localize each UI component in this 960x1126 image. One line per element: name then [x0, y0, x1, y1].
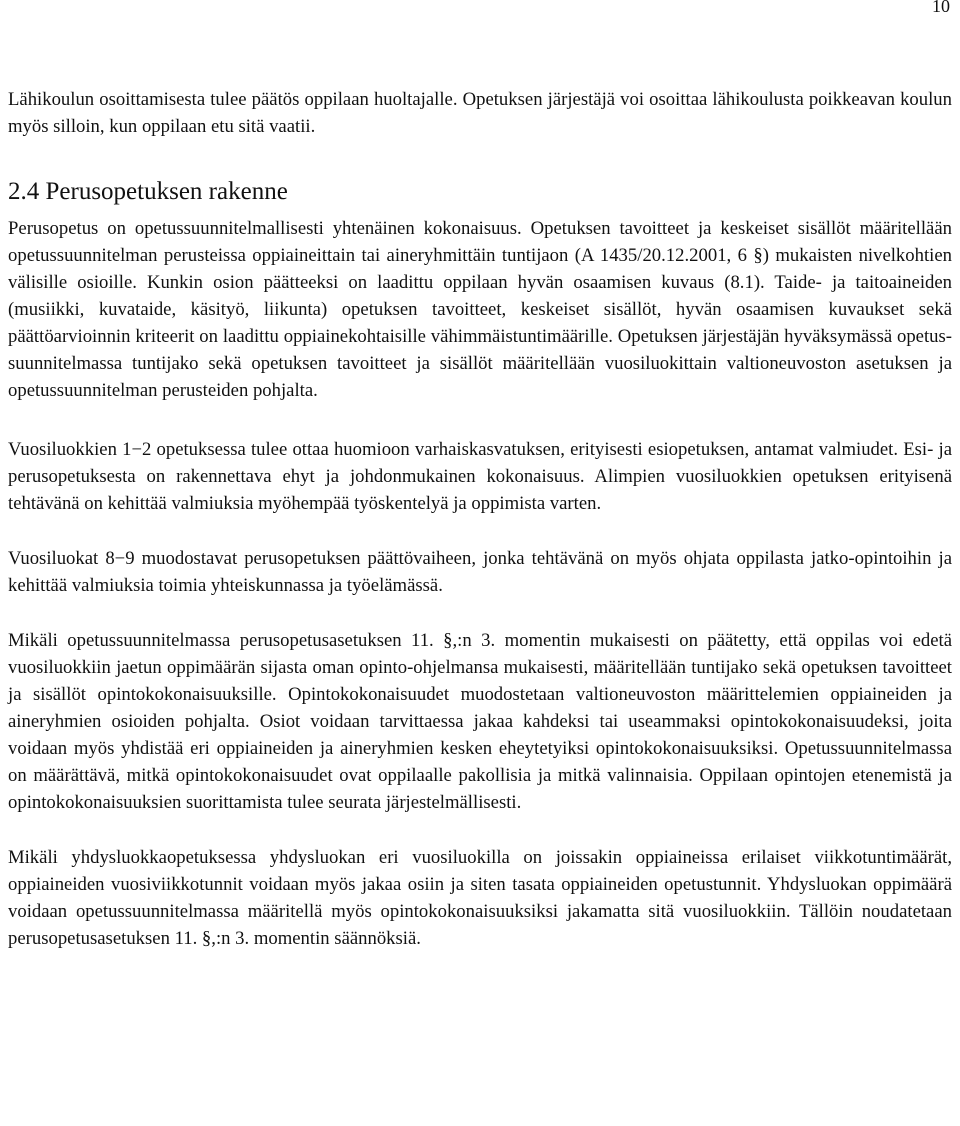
body-paragraph-combined-class: Mikäli yhdysluokkaopetuksessa yhdysluokan eri vuosiluokilla on joissakin oppiaineissa erilaiset viikkotuntimäärät, oppiaineiden vuosiviikkotunnit voidaan myös jakaa osiin ja siten tasata oppiaineiden opetustunnit. Yhdysluokan oppimäärä voidaan opetussuunnitelmassa määritellä myös opintokokonaisuuksiksi jakamatta sitä vuosiluokkiin. Tällöin noudatetaan perusopetusasetuksen 11. §,:n 3. momentin säännöksiä.: [8, 847, 952, 949]
body-paragraph-structure: Perusopetus on opetussuunnitelmallisesti yhtenäinen kokonaisuus. Opetuksen tavoitteet ja keskeiset sisällöt määritellään opetussuunnitelman perusteissa oppiaineittain tai aineryhmittäin tuntijaon (A 1435/20.12.2001, 6 §) mukaisten nivelkohtien välisille osioille. Kunkin osion päätteeksi on laadittu oppilaan hyvän osaamisen kuvaus (8.1). Taide- ja taitoaineiden (musiikki, kuvataide, käsityö, liikunta) opetuksen tavoitteet, keskeiset sisällöt, hyvän osaamisen kuvaukset sekä päättöarvioinnin kriteerit on laadittu oppiainekohtaisille vähimmäistuntimäärille. Opetuksen järjestäjän hyväksymässä opetus-suunnitelmassa tuntijako sekä opetuksen tavoitteet ja sisällöt määritellään vuosiluokittain valtioneuvoston asetuksen ja opetussuunnitelman perusteiden pohjalta.: [8, 218, 952, 401]
body-paragraph-grades-8-9: Vuosiluokat 8−9 muodostavat perusopetuksen päättövaiheen, jonka tehtävänä on myös ohjata oppilasta jatko-opintoihin ja kehittää valmiuksia toimia yhteiskunnassa ja työelämässä.: [8, 548, 952, 596]
document-body: [8, 86, 952, 952]
intro-paragraph: Lähikoulun osoittamisesta tulee päätös oppilaan huoltajalle. Opetuksen järjestäjä voi osoittaa lähikoulusta poikkeavan koulun myös silloin, kun oppilaan etu sitä vaatii.: [8, 89, 952, 137]
body-paragraph-grades-1-2: Vuosiluokkien 1−2 opetuksessa tulee ottaa huomioon varhaiskasvatuksen, erityisesti esiopetuksen, antamat valmiudet. Esi- ja perusopetuksesta on rakennettava ehyt ja johdonmukainen kokonaisuus. Alimpien vuosiluokkien opetuksen erityisenä tehtävänä on kehittää valmiuksia myöhempää työskentelyä ja oppimista varten.: [8, 439, 952, 514]
section-heading: 2.4 Perusopetuksen rakenne: [8, 178, 288, 205]
page-number: 10: [932, 0, 950, 16]
body-paragraph-study-program: Mikäli opetussuunnitelmassa perusopetusasetuksen 11. §,:n 3. momentin mukaisesti on päätetty, että oppilas voi edetä vuosiluokkiin jaetun oppimäärän sijasta oman opinto-ohjelmansa mukaisesti, määritellään tuntijako sekä opetuksen tavoitteet ja sisällöt opintokokonaisuuksille. Opintokokonaisuudet muodostetaan valtioneuvoston määrittelemien oppiaineiden ja aineryhmien osioiden pohjalta. Osiot voidaan tarvittaessa jakaa kahdeksi tai useammaksi opintokokonaisuudeksi, joita voidaan myös yhdistää eri oppiaineiden ja aineryhmien kesken eheytetyiksi opintokokonaisuuksiksi. Opetussuunnitelmassa on määrättävä, mitkä opintokokonaisuudet ovat oppilaalle pakollisia ja mitkä valinnaisia. Oppilaan opintojen etenemistä ja opintokokonaisuuksien suorittamista tulee seurata järjestelmällisesti.: [8, 630, 952, 813]
